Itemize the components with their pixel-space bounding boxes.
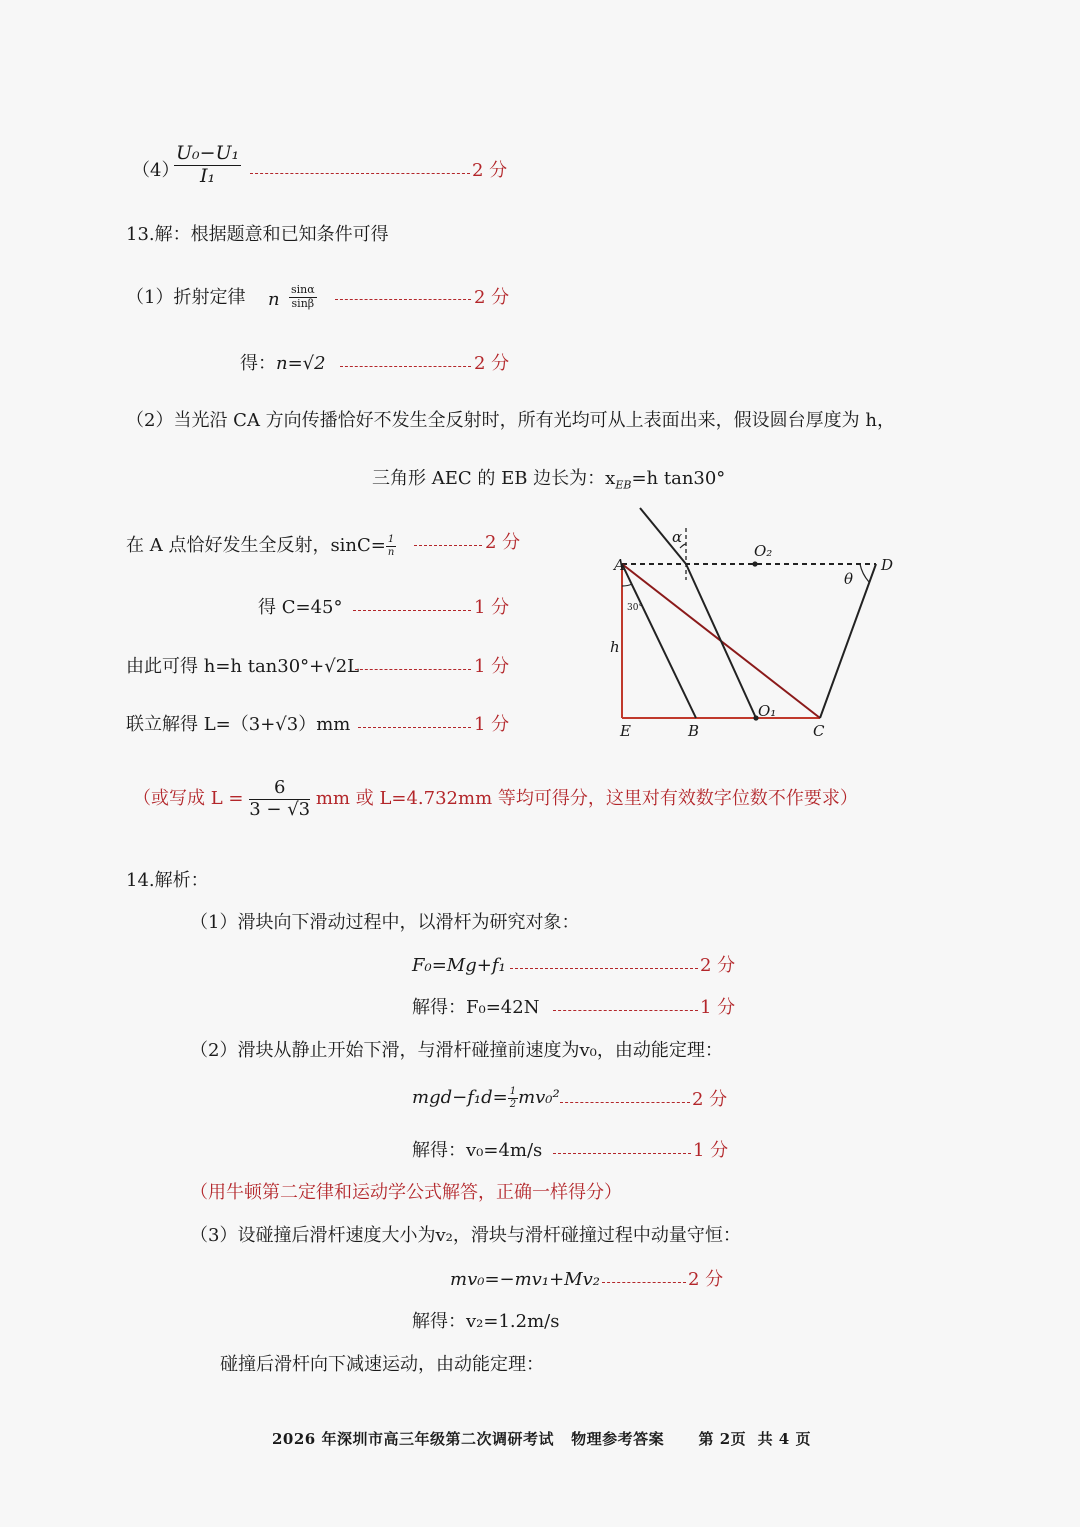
label-B: B bbox=[688, 722, 700, 740]
score-leader bbox=[553, 1153, 691, 1154]
q14-res2-score: 1 分 bbox=[693, 1140, 729, 1161]
q13-p1-n: n bbox=[268, 289, 280, 310]
q14-note2: （用牛顿第二定律和运动学公式解答，正确一样得分） bbox=[190, 1182, 622, 1203]
q14-res2: 解得：v₀=4m/s bbox=[412, 1140, 543, 1161]
label-C: C bbox=[813, 722, 825, 740]
label-O1: O₁ bbox=[758, 702, 777, 720]
q13-p1-result-score: 2 分 bbox=[474, 353, 510, 374]
score-leader bbox=[340, 366, 471, 367]
score-leader bbox=[335, 299, 471, 300]
line-AB bbox=[622, 564, 696, 718]
score-leader bbox=[560, 1102, 690, 1103]
q13-s1-score: 2 分 bbox=[485, 532, 521, 553]
label-D: D bbox=[881, 556, 894, 574]
score-leader bbox=[358, 727, 471, 728]
q13-s3-text: 由此可得 h=h tan30°+√2L bbox=[126, 656, 360, 677]
label-h: h bbox=[610, 638, 620, 656]
label-O2: O₂ bbox=[754, 542, 773, 560]
score-leader bbox=[353, 610, 471, 611]
angle-theta-arc bbox=[860, 564, 869, 582]
q14-eq3: mv₀=−mv₁+Mv₂ bbox=[450, 1269, 600, 1290]
score-leader bbox=[250, 173, 470, 174]
q13-s3-score: 1 分 bbox=[474, 656, 510, 677]
refracted-ray bbox=[686, 564, 756, 718]
score-leader bbox=[414, 545, 482, 546]
q13-p1-result-prefix: 得： bbox=[240, 353, 276, 374]
label-E: E bbox=[620, 722, 631, 740]
q13-s4-score: 1 分 bbox=[474, 714, 510, 735]
q13-s1-text: 在 A 点恰好发生全反射，sinC= $\frac{1}{n}$ bbox=[126, 534, 395, 558]
q14-p2-text: （2）滑块从静止开始下滑，与滑杆碰撞前速度为v₀，由动能定理： bbox=[190, 1040, 723, 1061]
q13-note: （或写成 L = $\frac{6}{3 - √3}$ mm 或 L=4.732mm 等均可得分，这里对有效数字位数不作要求） bbox=[133, 777, 858, 820]
score-leader bbox=[553, 1010, 698, 1011]
q13-s4-text: 联立解得 L=（3+√3）mm bbox=[126, 714, 351, 735]
label-30deg: 30° bbox=[627, 603, 643, 613]
label-alpha: α bbox=[672, 528, 683, 546]
q13-s2-score: 1 分 bbox=[474, 597, 510, 618]
q14-res1-score: 1 分 bbox=[700, 997, 736, 1018]
score-leader bbox=[510, 968, 698, 969]
q12-4-score: 2 分 bbox=[472, 160, 508, 181]
q14-eq1-score: 2 分 bbox=[700, 955, 736, 976]
q14-p3-text: （3）设碰撞后滑杆速度大小为v₂，滑块与滑杆碰撞过程中动量守恒： bbox=[190, 1225, 741, 1246]
q12-4-fraction: $\frac{\text{U₀−U₁}}{\text{I₁}}$ bbox=[176, 142, 240, 187]
label-A: A bbox=[614, 556, 625, 574]
q14-eq2: mgd−f₁d= $\frac{1}{2}$ mv₀² bbox=[412, 1086, 560, 1110]
q13-p1-fraction: $\frac{\sin\alpha}{\sin\beta}$ bbox=[291, 283, 315, 310]
score-leader bbox=[355, 669, 471, 670]
q14-eq2-score: 2 分 bbox=[692, 1089, 728, 1110]
q14-res3: 解得：v₂=1.2m/s bbox=[412, 1311, 560, 1332]
q13-p2-triangle: 三角形 AEC 的 EB 边长为：$x_{EB}=h$ tan30° bbox=[372, 468, 726, 492]
angle-30-arc bbox=[622, 584, 632, 586]
q13-p2-text: （2）当光沿 CA 方向传播恰好不发生全反射时，所有光均可从上表面出来，假设圆台厚度为 h， bbox=[126, 410, 895, 431]
q13-p1-label: （1）折射定律 bbox=[126, 287, 246, 308]
point-O2 bbox=[752, 561, 757, 566]
q13-s2-text: 得 C=45° bbox=[258, 597, 343, 618]
q14-res1: 解得：F₀=42N bbox=[412, 997, 540, 1018]
q14-p1-text: （1）滑块向下滑动过程中，以滑杆为研究对象： bbox=[190, 912, 580, 933]
q14-eq1: F₀=Mg+f₁ bbox=[412, 955, 506, 976]
q12-4-label: （4） bbox=[132, 160, 180, 181]
q13-p1-result: n=√2 bbox=[276, 353, 326, 374]
q13-p1-score: 2 分 bbox=[474, 287, 510, 308]
page-footer: 2026 年深圳市高三年级第二次调研考试 物理参考答案 第 2页 共 4 页 bbox=[272, 1430, 811, 1448]
label-theta: θ bbox=[844, 570, 854, 588]
score-leader bbox=[602, 1282, 686, 1283]
refraction-diagram bbox=[610, 500, 910, 745]
q14-p4-text: 碰撞后滑杆向下减速运动，由动能定理： bbox=[220, 1354, 544, 1375]
q14-eq3-score: 2 分 bbox=[688, 1269, 724, 1290]
q14-heading: 14.解析： bbox=[126, 870, 209, 891]
q13-heading: 13.解：根据题意和已知条件可得 bbox=[126, 224, 389, 245]
